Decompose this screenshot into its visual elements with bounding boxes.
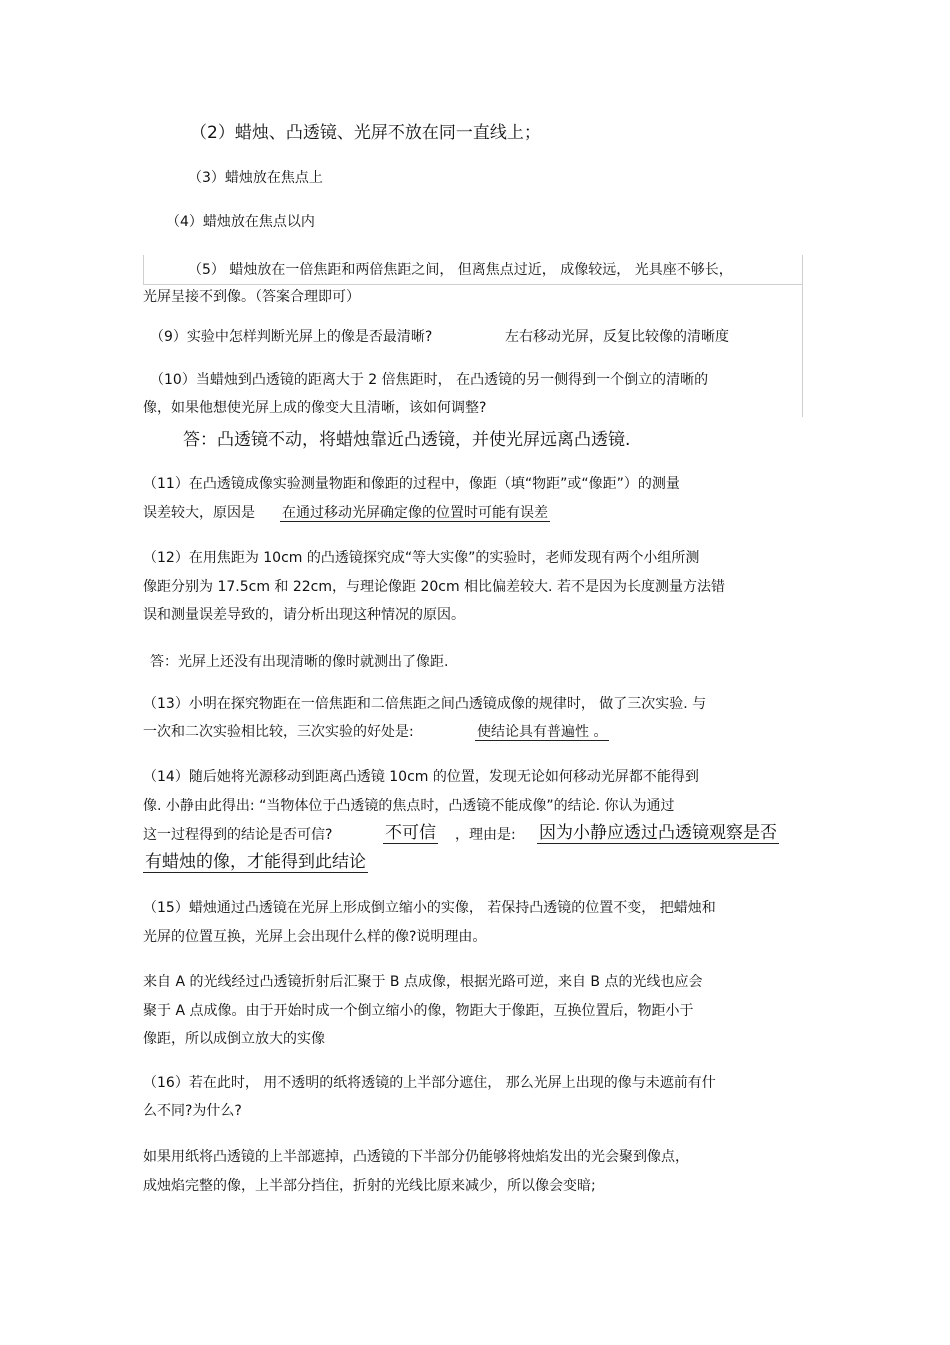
q15-answer-a: 来自 A 的光线经过凸透镜折射后汇聚于 B 点成像，根据光路可逆，来自 B 点的光线也应会 (143, 974, 703, 990)
border-mid (143, 284, 802, 285)
q14c: 这一过程得到的结论是否可信? (143, 827, 333, 843)
q10-answer: 答：凸透镜不动，将蜡烛靠近凸透镜，并使光屏远离凸透镜. (183, 430, 631, 450)
q13-answer-wrap (475, 722, 609, 742)
q13a: （13）小明在探究物距在一倍焦距和二倍焦距之间凸透镜成像的规律时， 做了三次实验. 与 (143, 696, 707, 712)
q14-answer1-wrap (383, 823, 438, 843)
q9: （9）实验中怎样判断光屏上的像是否最清晰? (150, 329, 433, 345)
line-4: （4）蜡烛放在焦点以内 (166, 214, 315, 230)
q11b: 误差较大，原因是 (143, 505, 255, 521)
q15-answer-b: 聚于 A 点成像。由于开始时成一个倒立缩小的像，物距大于像距，互换位置后，物距小于 (143, 1003, 694, 1019)
q14-reason-label: ，理由是: (455, 827, 516, 843)
q16-answer-a: 如果用纸将凸透镜的上半部遮掉，凸透镜的下半部分仍能够将烛焰发出的光会聚到像点， (143, 1149, 689, 1165)
q14-answer2: 因为小静应透过凸透镜观察是否 (539, 823, 777, 843)
q16b: 么不同?为什么? (143, 1103, 242, 1119)
border-right (802, 255, 803, 417)
q14-answer2-wrap (537, 823, 779, 843)
q12-answer: 答：光屏上还没有出现清晰的像时就测出了像距. (150, 654, 449, 670)
q10a: （10）当蜡烛到凸透镜的距离大于 2 倍焦距时， 在凸透镜的另一侧得到一个倒立的清晰的 (150, 372, 709, 388)
q14a: （14）随后她将光源移动到距离凸透镜 10cm 的位置，发现无论如何移动光屏都不能得到 (143, 769, 699, 785)
q15b: 光屏的位置互换，光屏上会出现什么样的像?说明理由。 (143, 929, 487, 945)
q13-answer: 使结论具有普遍性 。 (477, 724, 608, 740)
q15a: （15）蜡烛通过凸透镜在光屏上形成倒立缩小的实像， 若保持凸透镜的位置不变， 把蜡烛和 (143, 900, 716, 916)
q12b: 像距分别为 17.5cm 和 22cm，与理论像距 20cm 相比偏差较大. 若不是因为长度测量方法错 (143, 579, 725, 595)
q13b: 一次和二次实验相比较，三次实验的好处是: (143, 724, 414, 740)
q14-answer3-wrap (143, 852, 368, 872)
q11-answer: 在通过移动光屏确定像的位置时可能有误差 (282, 505, 548, 521)
q14-answer3: 有蜡烛的像，才能得到此结论 (145, 852, 366, 872)
q10b: 像，如果他想使光屏上成的像变大且清晰，该如何调整? (143, 400, 487, 416)
q15-answer-c: 像距，所以成倒立放大的实像 (143, 1031, 325, 1047)
q11a: （11）在凸透镜成像实验测量物距和像距的过程中，像距（填“物距”或“像距”）的测量 (143, 476, 680, 492)
q14-answer1: 不可信 (385, 823, 436, 843)
q9-answer: 左右移动光屏，反复比较像的清晰度 (505, 329, 729, 345)
border-left (143, 255, 144, 285)
q11-answer-wrap (280, 503, 550, 523)
line-2: （2）蜡烛、凸透镜、光屏不放在同一直线上； (190, 123, 541, 143)
line-3: （3）蜡烛放在焦点上 (188, 170, 323, 186)
line-5b: 光屏呈接不到像。（答案合理即可） (143, 289, 360, 305)
q12a: （12）在用焦距为 10cm 的凸透镜探究成“等大实像”的实验时，老师发现有两个小组所测 (143, 550, 700, 566)
line-5a: （5） 蜡烛放在一倍焦距和两倍焦距之间， 但离焦点过近， 成像较远， 光具座不够长， (188, 262, 733, 278)
q14b: 像. 小静由此得出: “当物体位于凸透镜的焦点时，凸透镜不能成像”的结论. 你认为通过 (143, 798, 675, 814)
q16-answer-b: 成烛焰完整的像，上半部分挡住，折射的光线比原来减少，所以像会变暗; (143, 1178, 596, 1194)
q12c: 误和测量误差导致的，请分析出现这种情况的原因。 (143, 607, 465, 623)
q16a: （16）若在此时， 用不透明的纸将透镜的上半部分遮住， 那么光屏上出现的像与未遮前有什 (143, 1075, 716, 1091)
